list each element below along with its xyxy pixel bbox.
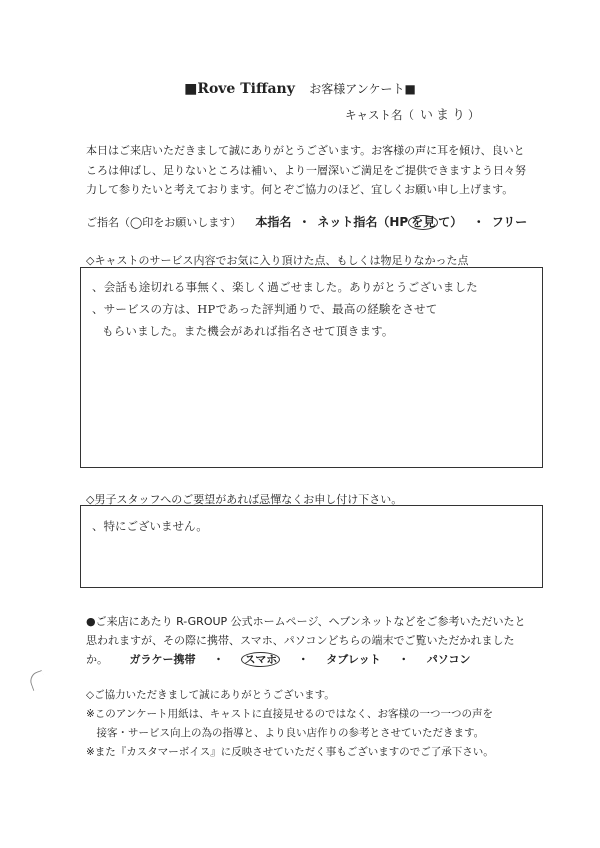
nomination-sep: ・ bbox=[472, 215, 485, 229]
question3-line: ●ご来店にあたり R-GROUP 公式ホームページ、ヘブンネットなどをご参考いただいたと bbox=[86, 615, 526, 628]
device-smartphone: スマホ bbox=[241, 652, 280, 667]
nomination-label: ご指名（◯印をお願いします） bbox=[86, 216, 242, 229]
device-sep: ・ bbox=[398, 653, 410, 666]
cast-name-close: ） bbox=[468, 108, 480, 122]
nomination-option-net bbox=[317, 215, 462, 229]
question1-answer-line: 、会話も途切れる事無く、楽しく過ごせました。ありがとうございました bbox=[92, 280, 478, 294]
intro-line: 力して参りたいと考えております。何とぞご協力のほど、宜しくお願い申し上げます。 bbox=[86, 183, 514, 196]
brand-name: ■Rove Tiffany bbox=[184, 81, 295, 97]
question2-answer: 、特にございません。 bbox=[92, 519, 208, 533]
footer-line: 接客・サービス向上の為の指導と、より良い店作りの参考とさせていただきます。 bbox=[86, 727, 485, 739]
nomination-sep: ・ bbox=[298, 215, 311, 229]
nomination-net-pre: ネット指名（HP bbox=[317, 215, 409, 229]
intro-line: ころは伸ばし、足りないところは補い、より一層深いご満足をご提供できますよう日々努 bbox=[86, 163, 526, 177]
footer-line: ※このアンケート用紙は、キャストに直接見せるのではなく、お客様の一つ一つの声を bbox=[86, 708, 493, 720]
nomination-option-free: フリー bbox=[491, 215, 528, 229]
intro-paragraph bbox=[86, 141, 526, 200]
device-pc: パソコン bbox=[426, 653, 471, 666]
question1-answer-line: 、サービスの方は、HPであった評判通りで、最高の経験をさせて bbox=[92, 302, 438, 316]
nomination-row bbox=[86, 213, 546, 230]
device-options bbox=[0, 651, 600, 667]
cast-name-value: いまり bbox=[420, 108, 469, 123]
question1-label: ◇キャストのサービス内容でお気に入り頂けた点、もしくは物足りなかった点 bbox=[86, 254, 469, 267]
stray-pen-mark bbox=[28, 670, 48, 691]
question1-answer-box bbox=[80, 267, 543, 468]
cast-name-field bbox=[345, 104, 480, 123]
question1-answer-line: もらいました。また機会があれば指名させて頂きます。 bbox=[102, 324, 394, 338]
nomination-net-post: て） bbox=[438, 215, 463, 229]
footer-line: ◇ご協力いただきまして誠にありがとうございます。 bbox=[86, 689, 335, 701]
question3-line: 思われますが、その際に携帯、スマホ、パソコンどちらの端末でご覧いただかれましたか。 bbox=[86, 634, 515, 666]
survey-subtitle: お客様アンケート■ bbox=[309, 82, 416, 96]
cast-name-label: キャスト名（ bbox=[345, 108, 414, 122]
intro-line: 本日はご来店いただきまして誠にありがとうございます。お客様の声に耳を傾け、良いと bbox=[86, 144, 525, 157]
survey-title bbox=[0, 80, 600, 97]
device-tablet: タブレット bbox=[326, 653, 381, 666]
device-sep: ・ bbox=[212, 653, 224, 666]
footer-line: ※また『カスタマーボイス』に反映させていただく事もございますのでご了承下さい。 bbox=[86, 746, 494, 758]
device-sep: ・ bbox=[297, 653, 309, 666]
device-feature-phone: ガラケー携帯 bbox=[129, 653, 196, 666]
nomination-circled: を見 bbox=[408, 215, 438, 230]
nomination-option-main: 本指名 bbox=[255, 215, 292, 229]
question2-label: ◇男子スタッフへのご要望があれば忌憚なくお申し付け下さい。 bbox=[86, 493, 403, 506]
footer-notes bbox=[86, 686, 546, 762]
